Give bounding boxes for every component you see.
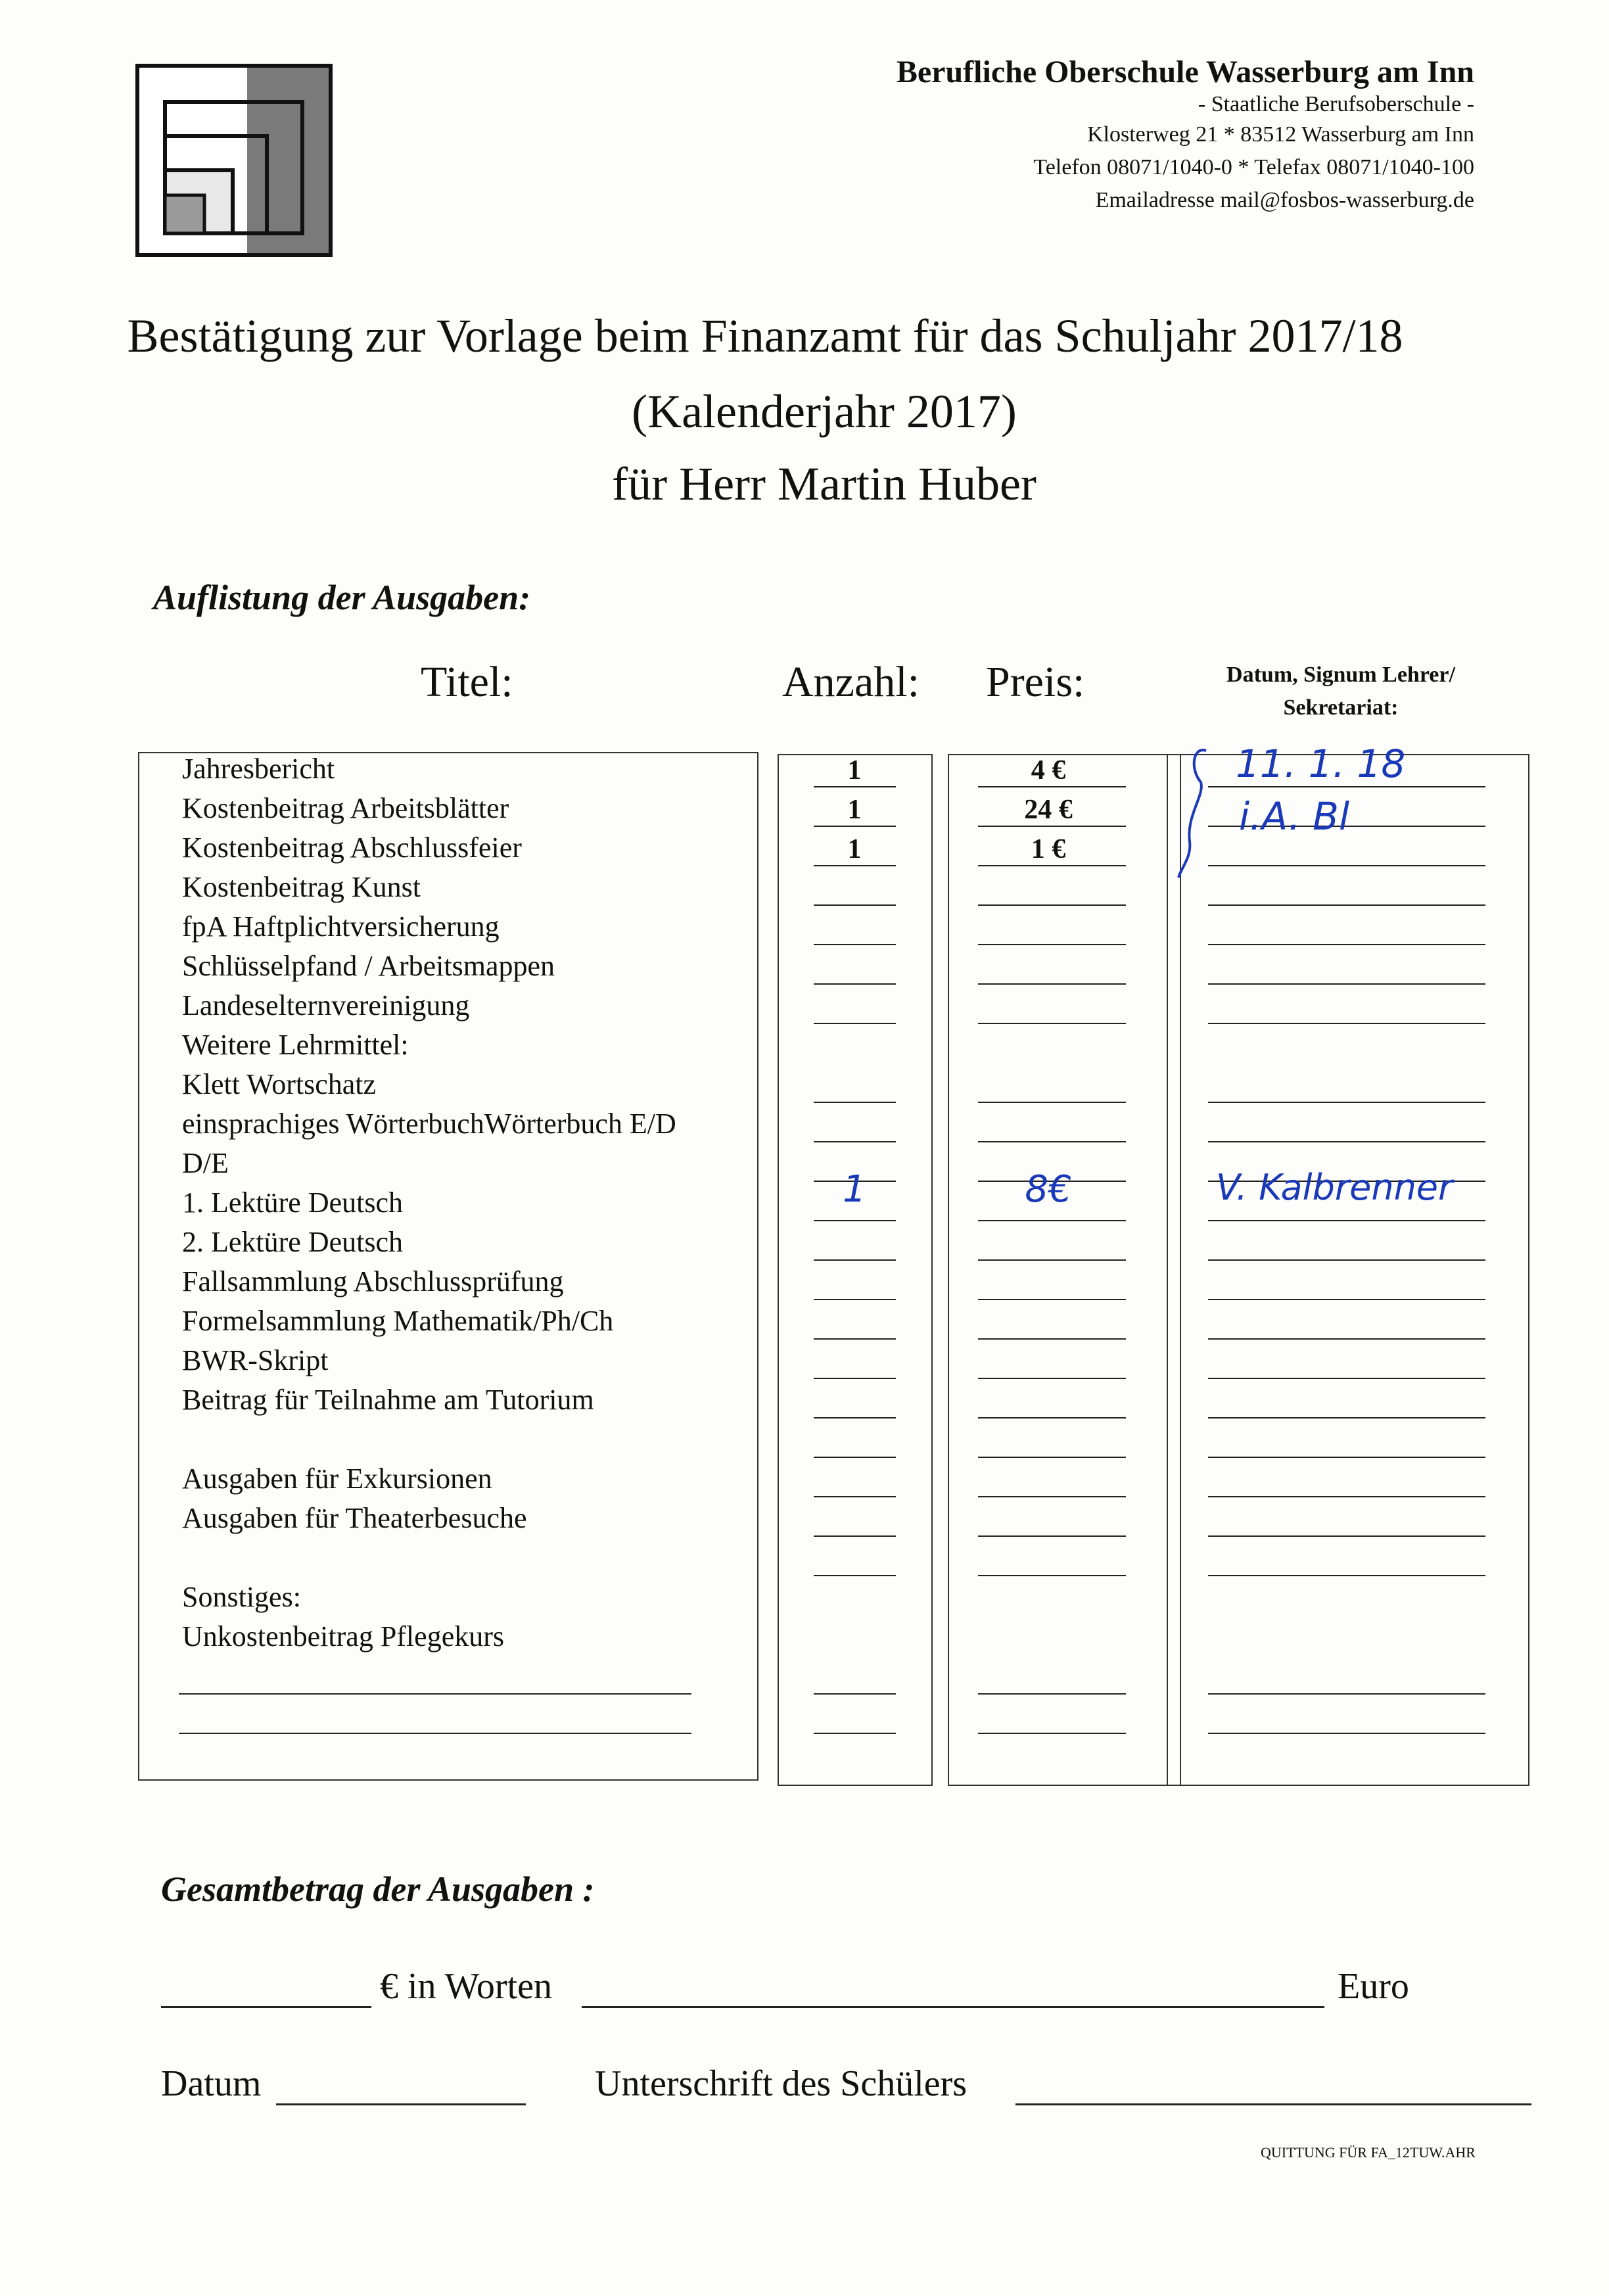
anzahl-line[interactable]	[814, 1141, 896, 1142]
expense-item-label: Fallsammlung Abschlussprüfung	[182, 1265, 564, 1298]
preis-line[interactable]	[978, 1457, 1126, 1458]
school-subtitle: - Staatliche Berufsoberschule -	[1198, 92, 1474, 116]
euro-in-words-label: € in Worten	[380, 1966, 552, 2007]
preis-line[interactable]	[978, 1733, 1126, 1734]
preis-line[interactable]	[978, 1299, 1126, 1300]
column-header-datum-line2: Sekretariat:	[1283, 695, 1399, 720]
preis-line[interactable]	[978, 1693, 1126, 1695]
anzahl-value: 1	[847, 795, 862, 825]
anzahl-line[interactable]	[814, 1535, 896, 1537]
preis-line[interactable]	[978, 1378, 1126, 1379]
anzahl-line[interactable]	[814, 944, 896, 945]
expense-item-label: Schlüsselpfand / Arbeitsmappen	[182, 950, 555, 982]
school-phone: Telefon 08071/1040-0 * Telefax 08071/1040-100	[1033, 155, 1474, 179]
expense-item-label: Ausgaben für Exkursionen	[182, 1463, 492, 1495]
expense-item-label: Weitere Lehrmittel:	[182, 1029, 409, 1061]
expense-item-label: Beitrag für Teilnahme am Tutorium	[182, 1384, 594, 1416]
datum-line[interactable]	[1208, 1733, 1485, 1734]
preis-line[interactable]	[978, 1023, 1126, 1024]
school-name: Berufliche Oberschule Wasserburg am Inn	[896, 55, 1474, 89]
datum-line[interactable]	[1208, 1693, 1485, 1695]
date-label: Datum	[161, 2063, 262, 2104]
handwritten-anzahl: 1	[843, 1168, 866, 1211]
anzahl-line[interactable]	[814, 1417, 896, 1418]
amount-in-words-field[interactable]	[582, 2006, 1324, 2008]
total-amount-field[interactable]	[161, 2006, 371, 2008]
column-header-datum	[1170, 659, 1512, 724]
datum-line[interactable]	[1208, 1457, 1485, 1458]
euro-label: Euro	[1338, 1966, 1409, 2007]
datum-line[interactable]	[1208, 983, 1485, 985]
anzahl-line[interactable]	[814, 1496, 896, 1497]
document-code: QUITTUNG FÜR FA_12TUW.AHR	[1261, 2144, 1476, 2161]
datum-line[interactable]	[1208, 1417, 1485, 1418]
preis-line[interactable]	[978, 1417, 1126, 1418]
column-header-titel: Titel:	[421, 658, 513, 706]
datum-line[interactable]	[1208, 1141, 1485, 1142]
datum-box	[1167, 754, 1529, 1786]
expense-item-label: Sonstiges:	[182, 1581, 301, 1613]
anzahl-line[interactable]	[814, 1693, 896, 1695]
preis-value: 1 €	[1031, 834, 1066, 864]
datum-line[interactable]	[1208, 1378, 1485, 1379]
expense-item-label: 2. Lektüre Deutsch	[182, 1226, 403, 1258]
student-signature-field[interactable]	[1015, 2103, 1531, 2105]
blank-title-line[interactable]	[179, 1733, 691, 1734]
expense-item-label: Ausgaben für Theaterbesuche	[182, 1502, 527, 1534]
datum-line[interactable]	[1208, 1102, 1485, 1103]
anzahl-value: 1	[847, 834, 862, 864]
expense-item-label: 1. Lektüre Deutsch	[182, 1186, 403, 1219]
expense-item-label: Landeselternvereinigung	[182, 989, 470, 1021]
expense-item-label: fpA Haftplichtversicherung	[182, 910, 500, 943]
anzahl-line[interactable]	[814, 1220, 896, 1221]
expense-item-label: Kostenbeitrag Arbeitsblätter	[182, 792, 509, 824]
anzahl-line[interactable]	[814, 983, 896, 985]
anzahl-line[interactable]	[814, 1102, 896, 1103]
document-subtitle: (Kalenderjahr 2017)	[632, 385, 1017, 438]
column-header-preis: Preis:	[986, 658, 1085, 706]
column-header-anzahl: Anzahl:	[782, 658, 920, 706]
preis-line[interactable]	[978, 1141, 1126, 1142]
school-logo	[135, 64, 333, 257]
preis-line[interactable]	[978, 1535, 1126, 1537]
preis-line[interactable]	[978, 1220, 1126, 1221]
preis-value: 24 €	[1024, 795, 1073, 825]
blank-title-line[interactable]	[179, 1693, 691, 1695]
school-address: Klosterweg 21 * 83512 Wasserburg am Inn	[1086, 122, 1474, 147]
expense-item-label: D/E	[182, 1147, 229, 1179]
document-title: Bestätigung zur Vorlage beim Finanzamt für das Schuljahr 2017/18	[127, 310, 1403, 362]
expense-item-label: Kostenbeitrag Kunst	[182, 871, 421, 903]
anzahl-line[interactable]	[814, 904, 896, 906]
anzahl-line[interactable]	[814, 1733, 896, 1734]
datum-line[interactable]	[1208, 904, 1485, 906]
expense-item-label: Jahresbericht	[182, 753, 335, 785]
datum-line[interactable]	[1208, 1535, 1485, 1537]
preis-line[interactable]	[978, 944, 1126, 945]
school-email: Emailadresse mail@fosbos-wasserburg.de	[1095, 188, 1474, 212]
expense-item-label: Unkostenbeitrag Pflegekurs	[182, 1620, 504, 1652]
datum-line[interactable]	[1208, 1220, 1485, 1221]
total-heading: Gesamtbetrag der Ausgaben :	[161, 1869, 595, 1909]
datum-line[interactable]	[1208, 1259, 1485, 1261]
datum-line[interactable]	[1208, 1023, 1485, 1024]
preis-box	[948, 754, 1181, 1786]
anzahl-line[interactable]	[814, 1575, 896, 1576]
anzahl-line[interactable]	[814, 1023, 896, 1024]
expense-item-label: Klett Wortschatz	[182, 1068, 377, 1100]
datum-line[interactable]	[1208, 1575, 1485, 1576]
list-heading: Auflistung der Ausgaben:	[153, 578, 531, 617]
anzahl-line[interactable]	[814, 1259, 896, 1261]
datum-line[interactable]	[1208, 1496, 1485, 1497]
datum-line[interactable]	[1208, 1338, 1485, 1340]
expense-item-label: einsprachiges WörterbuchWörterbuch E/D	[182, 1108, 676, 1140]
anzahl-value: 1	[847, 755, 862, 785]
anzahl-line[interactable]	[814, 1299, 896, 1300]
date-field[interactable]	[276, 2103, 526, 2105]
preis-value: 4 €	[1031, 755, 1066, 785]
preis-line[interactable]	[978, 1496, 1126, 1497]
preis-line[interactable]	[978, 1575, 1126, 1576]
handwritten-preis: 8€	[1025, 1168, 1072, 1211]
student-signature-label: Unterschrift des Schülers	[595, 2063, 968, 2104]
handwritten-signature-teacher: V. Kalbrenner	[1216, 1167, 1453, 1208]
handwritten-date: 11. 1. 18	[1236, 741, 1406, 786]
preis-line[interactable]	[978, 1259, 1126, 1261]
preis-line[interactable]	[978, 904, 1126, 906]
column-header-datum-line1: Datum, Signum Lehrer/	[1226, 663, 1455, 687]
anzahl-line[interactable]	[814, 1457, 896, 1458]
recipient-line: für Herr Martin Huber	[612, 457, 1037, 510]
preis-line[interactable]	[978, 1338, 1126, 1340]
anzahl-line[interactable]	[814, 1338, 896, 1340]
preis-line[interactable]	[978, 1102, 1126, 1103]
datum-line[interactable]	[1208, 1299, 1485, 1300]
anzahl-line[interactable]	[814, 1378, 896, 1379]
expense-item-label: BWR-Skript	[182, 1344, 329, 1376]
expense-item-label: Kostenbeitrag Abschlussfeier	[182, 832, 522, 864]
expense-item-label: Formelsammlung Mathematik/Ph/Ch	[182, 1305, 614, 1337]
handwritten-signature-secretariat: i.A. Bl	[1239, 794, 1350, 839]
preis-line[interactable]	[978, 983, 1126, 985]
datum-line[interactable]	[1208, 944, 1485, 945]
anzahl-box	[778, 754, 933, 1786]
